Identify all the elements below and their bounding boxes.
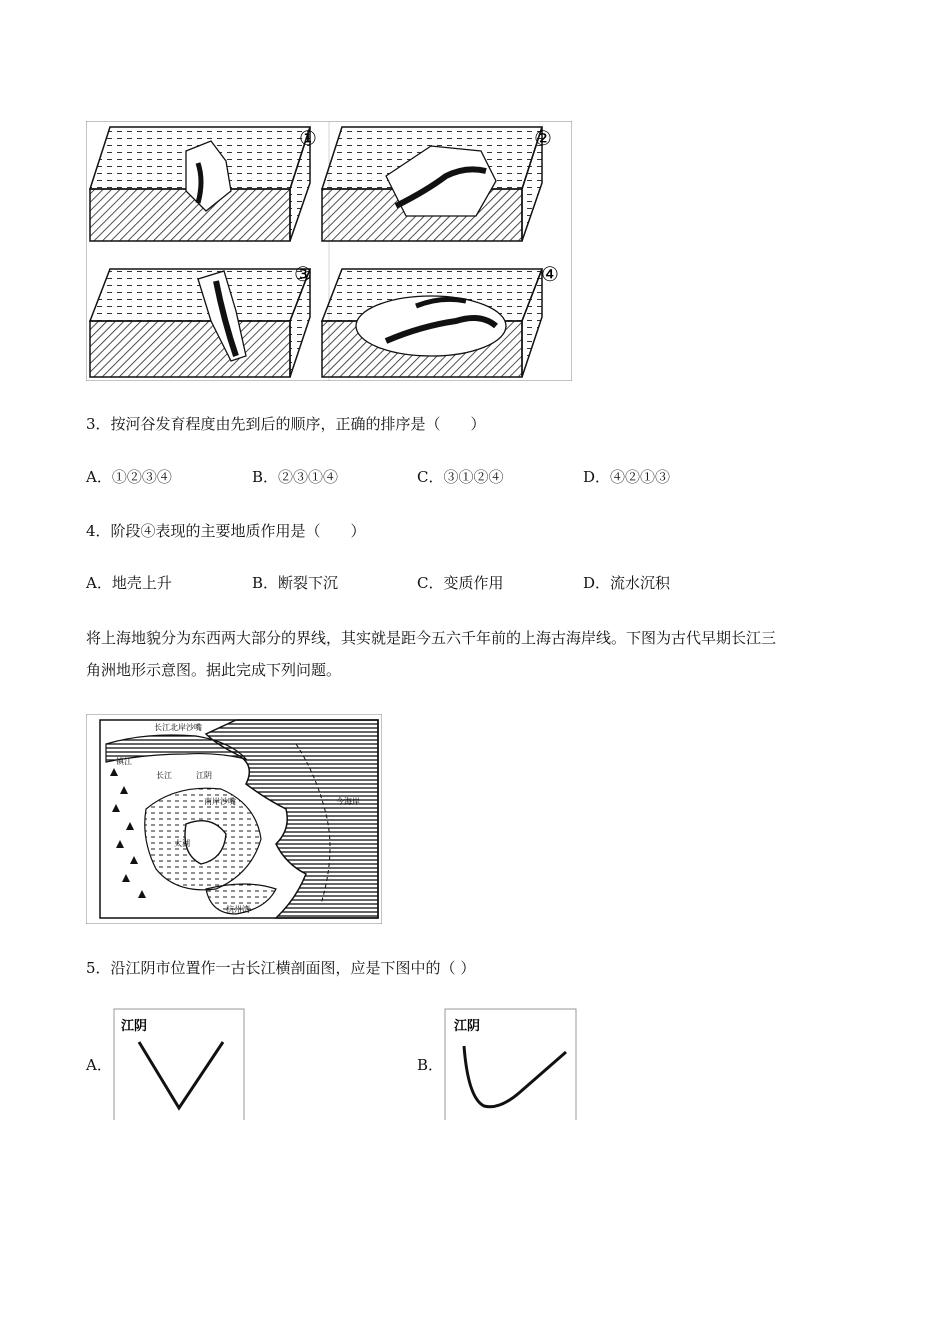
q4-option-b[interactable]: B．断裂下沉	[252, 574, 339, 592]
panel-label-1: ①	[299, 126, 317, 150]
q4-option-a[interactable]: A．地壳上升	[86, 574, 172, 592]
q5-stem: 5．沿江阴市位置作一古长江横剖面图，应是下图中的（ ）	[86, 959, 476, 977]
label-zhenjiang: 镇江	[116, 757, 132, 766]
label-north-shore: 长江北岸沙嘴	[154, 723, 202, 732]
q5-option-b-profile[interactable]	[444, 1008, 577, 1120]
label-coast: 今海岸	[336, 797, 360, 806]
q5-option-a-letter[interactable]: A．	[86, 1056, 112, 1074]
label-hangzhouwan: 杭州湾	[226, 905, 250, 914]
panel-label-3: ③	[294, 262, 312, 286]
block-diagram-2	[322, 127, 542, 241]
label-south-shore: 南岸沙嘴	[204, 797, 236, 806]
passage	[86, 622, 876, 686]
label-changjiang: 长江	[156, 771, 172, 780]
passage-line-1: 将上海地貌分为东西两大部分的界线，其实就是距今五六千年前的上海古海岸线。下图为古代早期长江三	[86, 629, 777, 647]
valley-development-figure	[86, 121, 572, 381]
panel-label-2: ②	[534, 126, 552, 150]
q3-option-d[interactable]: D．④②①③	[583, 468, 671, 486]
block-diagram-4	[322, 269, 542, 377]
q4-option-d[interactable]: D．流水沉积	[583, 574, 671, 592]
yangtze-delta-map	[86, 714, 382, 924]
passage-line-2: 角洲地形示意图。据此完成下列问题。	[86, 661, 342, 679]
q5-option-a-profile[interactable]	[113, 1008, 245, 1120]
label-taihu: 太湖	[174, 839, 190, 848]
q3-stem: 3．按河谷发育程度由先到后的顺序，正确的排序是（ ）	[86, 415, 486, 433]
label-jiangyin: 江阴	[196, 771, 212, 780]
q5-option-b-letter[interactable]: B．	[417, 1056, 444, 1074]
block-diagram-1	[90, 127, 310, 241]
block-diagram-3	[90, 269, 310, 377]
q3-option-c[interactable]: C．③①②④	[417, 468, 504, 486]
panel-label-4: ④	[541, 262, 559, 286]
q5-option-b-label: 江阴	[454, 1019, 481, 1034]
q4-option-c[interactable]: C．变质作用	[417, 574, 504, 592]
q3-option-a[interactable]: A．①②③④	[86, 468, 172, 486]
q5-option-a-label: 江阴	[121, 1019, 148, 1034]
q4-stem: 4．阶段④表现的主要地质作用是（ ）	[86, 522, 366, 540]
q3-option-b[interactable]: B．②③①④	[252, 468, 339, 486]
